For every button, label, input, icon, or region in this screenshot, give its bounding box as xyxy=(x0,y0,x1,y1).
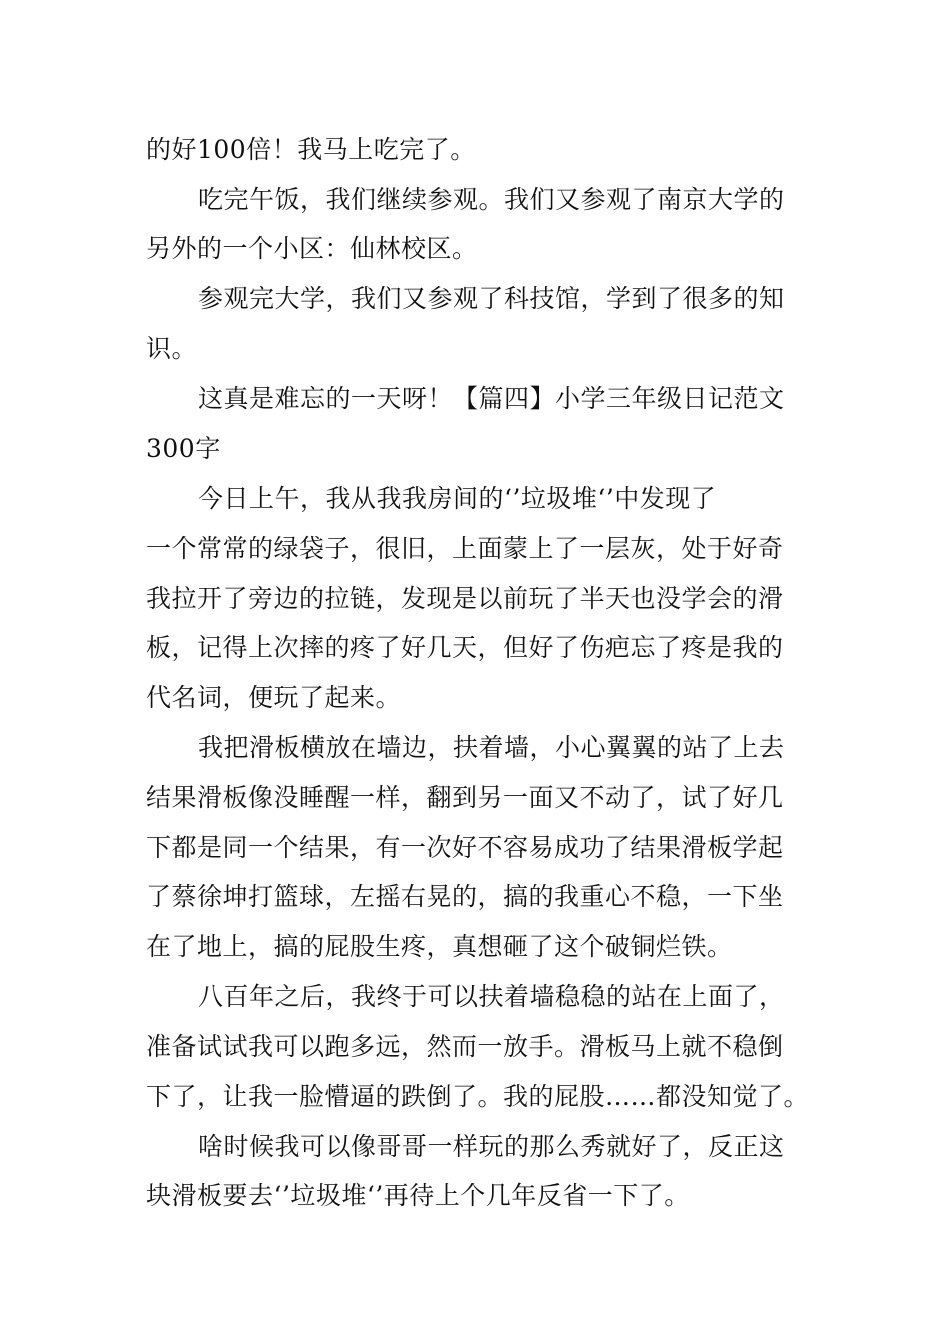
text-line: 下都是同一个结果，有一次好不容易成功了结果滑板学起 xyxy=(146,833,784,862)
text-line: 我把滑板横放在墙边，扶着墙，小心翼翼的站了上去 xyxy=(198,733,785,762)
text-line: 结果滑板像没睡醒一样，翻到另一面又不动了，试了好几 xyxy=(146,783,784,812)
text-line: 代名词，便玩了起来。 xyxy=(146,683,402,712)
text-line: 的好100倍！我马上吃完了。 xyxy=(146,135,476,164)
text-line: 识。 xyxy=(146,334,198,363)
text-line: 另外的一个小区：仙林校区。 xyxy=(146,234,478,263)
text-line: 这真是难忘的一天呀！【篇四】小学三年级日记范文 xyxy=(198,384,785,413)
text-line: 啥时候我可以像哥哥一样玩的那么秀就好了，反正这 xyxy=(198,1132,785,1161)
text-line: 在了地上，搞的屁股生疼，真想砸了这个破铜烂铁。 xyxy=(146,932,733,961)
text-line: 今日上午，我从我我房间的‘’垃圾堆‘’中发现了 xyxy=(198,484,717,513)
text-line: 了蔡徐坤打篮球，左摇右晃的，搞的我重心不稳，一下坐 xyxy=(146,882,784,911)
text-line: 300字 xyxy=(146,434,221,463)
text-line: 准备试试我可以跑多远，然而一放手。滑板马上就不稳倒 xyxy=(146,1032,784,1061)
text-line: 参观完大学，我们又参观了科技馆，学到了很多的知 xyxy=(198,284,785,313)
text-line: 我拉开了旁边的拉链，发现是以前玩了半天也没学会的滑 xyxy=(146,584,784,613)
text-line: 八百年之后，我终于可以扶着墙稳稳的站在上面了， xyxy=(198,982,785,1011)
text-line: 吃完午饭，我们继续参观。我们又参观了南京大学的 xyxy=(198,185,785,214)
text-line: 板，记得上次摔的疼了好几天，但好了伤疤忘了疼是我的 xyxy=(146,633,784,662)
text-line: 一个常常的绿袋子，很旧，上面蒙上了一层灰，处于好奇 xyxy=(146,534,784,563)
text-line: 块滑板要去‘’垃圾堆‘’再待上个几年反省一下了。 xyxy=(146,1181,690,1210)
text-line: 下了，让我一脸懵逼的跌倒了。我的屁股……都没知觉了。 xyxy=(146,1082,810,1111)
